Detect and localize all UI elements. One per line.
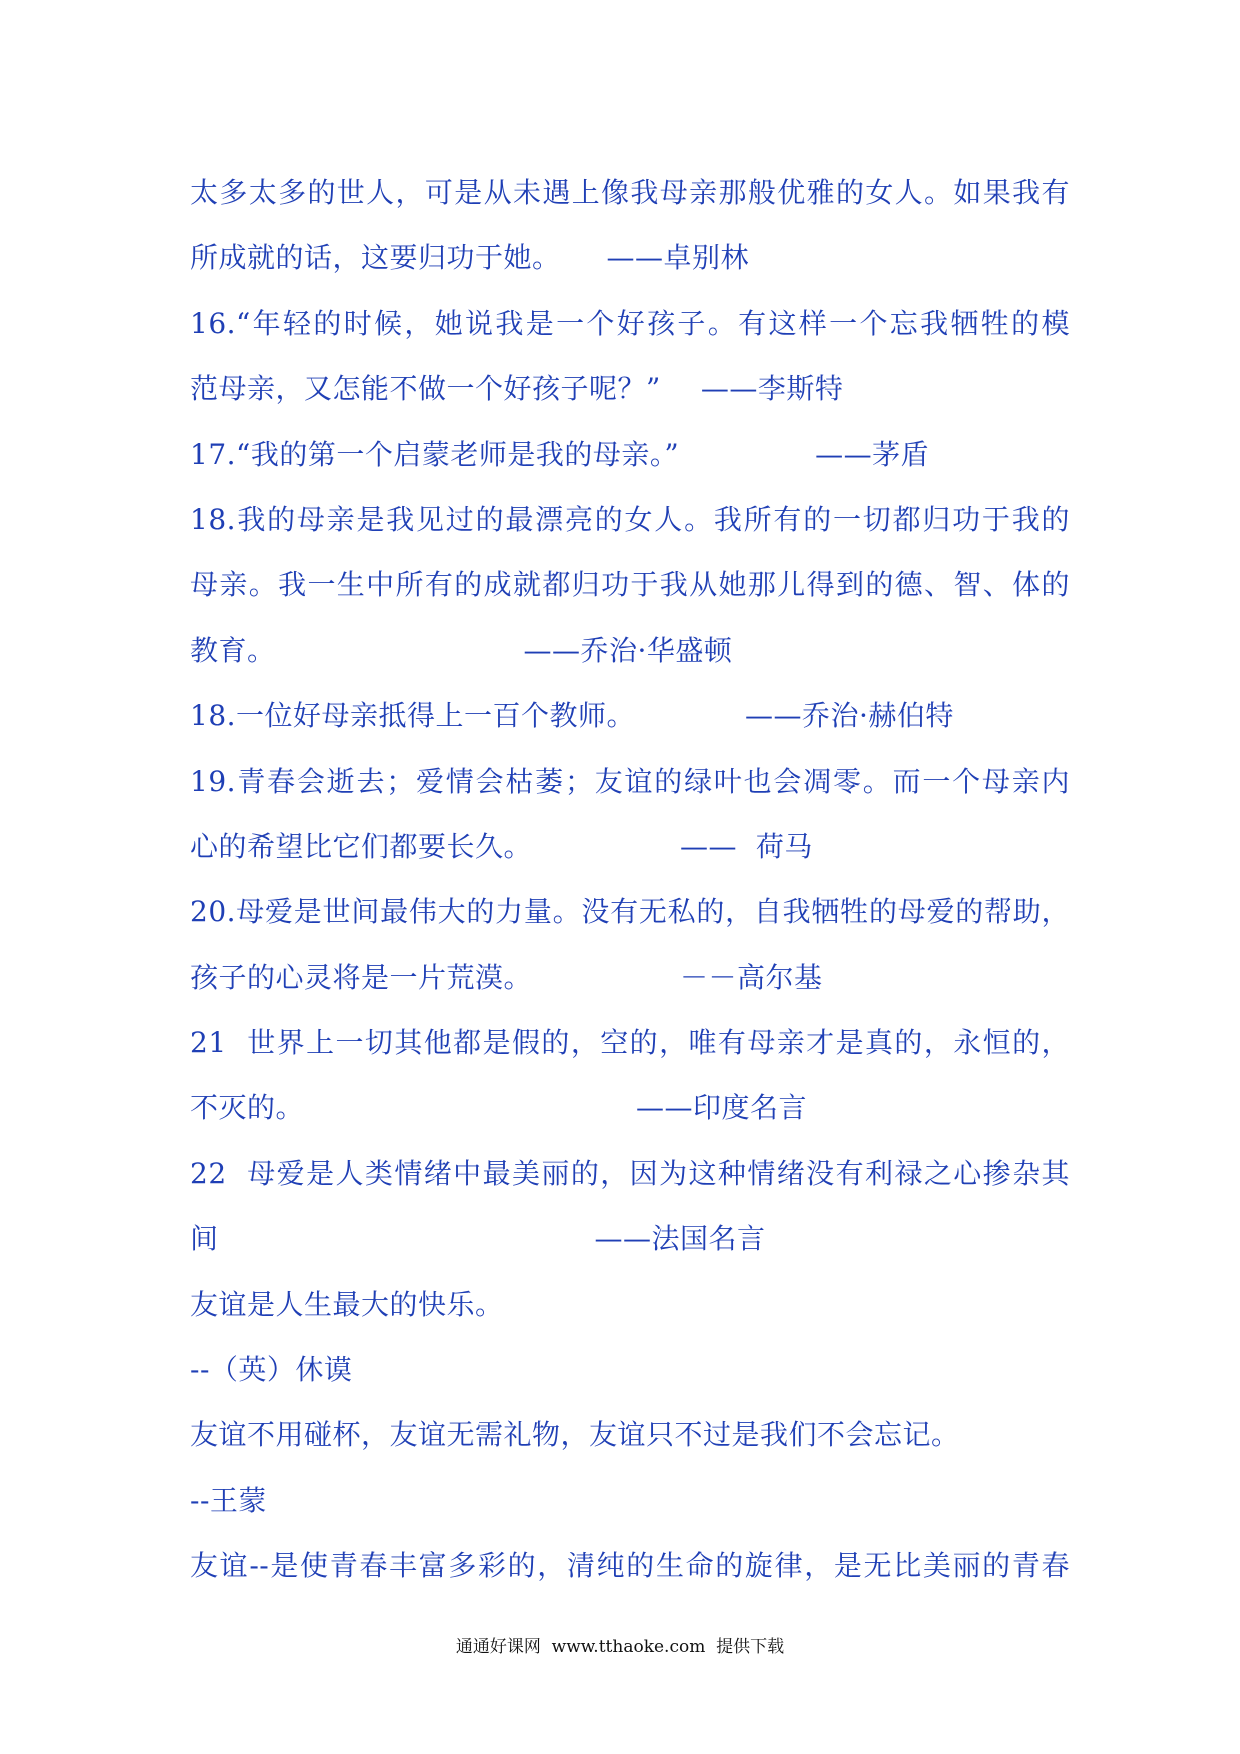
line-text: 友谊--是使青春丰富多彩的，清纯的生命的旋律，是无比美丽的青春 xyxy=(190,1549,1070,1583)
text-line xyxy=(190,1075,1070,1140)
line-text: 16.“年轻的时候，她说我是一个好孩子。有这样一个忘我牺牲的模 xyxy=(190,306,1070,340)
quote-attribution: ——乔治·赫伯特 xyxy=(745,699,954,733)
page-footer: 通通好课网 www.tthaoke.com 提供下载 xyxy=(455,1637,785,1657)
quote-attribution: ——法国名言 xyxy=(594,1222,766,1256)
line-text: 18.一位好母亲抵得上一百个教师。 xyxy=(190,699,636,733)
text-line xyxy=(190,1533,1070,1598)
text-line xyxy=(190,356,1070,421)
line-text: 母亲。我一生中所有的成就都归功于我从她那儿得到的德、智、体的 xyxy=(190,568,1070,602)
line-text: 19.青春会逝去；爱情会枯萎；友谊的绿叶也会凋零。而一个母亲内 xyxy=(190,764,1070,798)
text-line xyxy=(190,1141,1070,1206)
text-line xyxy=(190,1272,1070,1337)
line-text: --（英）休谟 xyxy=(190,1353,353,1387)
line-text: --王蒙 xyxy=(190,1483,267,1517)
line-text: 孩子的心灵将是一片荒漠。 xyxy=(190,960,533,994)
quote-attribution: ——乔治·华盛顿 xyxy=(523,633,733,667)
text-line xyxy=(190,618,1070,683)
text-line xyxy=(190,160,1070,225)
text-line xyxy=(190,422,1070,487)
document-body xyxy=(190,160,1070,1599)
quote-attribution: ——印度名言 xyxy=(636,1091,808,1125)
text-line xyxy=(190,749,1070,814)
quote-attribution: —— 荷马 xyxy=(680,829,813,863)
quote-attribution: ——茅盾 xyxy=(815,437,930,471)
text-line xyxy=(190,1402,1070,1467)
line-text: 范母亲，又怎能不做一个好孩子呢？” xyxy=(190,372,661,406)
text-line xyxy=(190,683,1070,748)
text-line xyxy=(190,879,1070,944)
text-line xyxy=(190,487,1070,552)
line-text: 心的希望比它们都要长久。 xyxy=(190,829,533,863)
line-text: 18.我的母亲是我见过的最漂亮的女人。我所有的一切都归功于我的 xyxy=(190,502,1070,536)
quote-attribution: ——李斯特 xyxy=(700,372,844,406)
text-line xyxy=(190,1206,1070,1271)
text-line xyxy=(190,291,1070,356)
line-text: 不灭的。 xyxy=(190,1091,305,1125)
line-text: 17.“我的第一个启蒙老师是我的母亲。” xyxy=(190,437,680,471)
line-text: 太多太多的世人，可是从未遇上像我母亲那般优雅的女人。如果我有 xyxy=(190,176,1070,209)
text-line xyxy=(190,1337,1070,1402)
line-text: 教育。 xyxy=(190,633,276,667)
line-text: 友谊不用碰杯，友谊无需礼物，友谊只不过是我们不会忘记。 xyxy=(190,1418,960,1452)
text-line xyxy=(190,552,1070,617)
text-line xyxy=(190,1010,1070,1075)
line-text: 友谊是人生最大的快乐。 xyxy=(190,1287,504,1321)
text-line xyxy=(190,945,1070,1010)
text-line xyxy=(190,814,1070,879)
text-line xyxy=(190,225,1070,290)
line-text: 间 xyxy=(190,1222,219,1256)
quote-attribution: －－高尔基 xyxy=(680,960,823,994)
line-text: 20.母爱是世间最伟大的力量。没有无私的，自我牺牲的母爱的帮助， xyxy=(190,895,1070,929)
line-text: 21 世界上一切其他都是假的，空的，唯有母亲才是真的，永恒的， xyxy=(190,1026,1070,1060)
quote-attribution: ——卓别林 xyxy=(606,241,750,275)
line-text: 22 母爱是人类情绪中最美丽的，因为这种情绪没有利禄之心掺杂其 xyxy=(190,1156,1070,1190)
line-text: 所成就的话，这要归功于她。 xyxy=(190,241,561,275)
text-line xyxy=(190,1468,1070,1533)
